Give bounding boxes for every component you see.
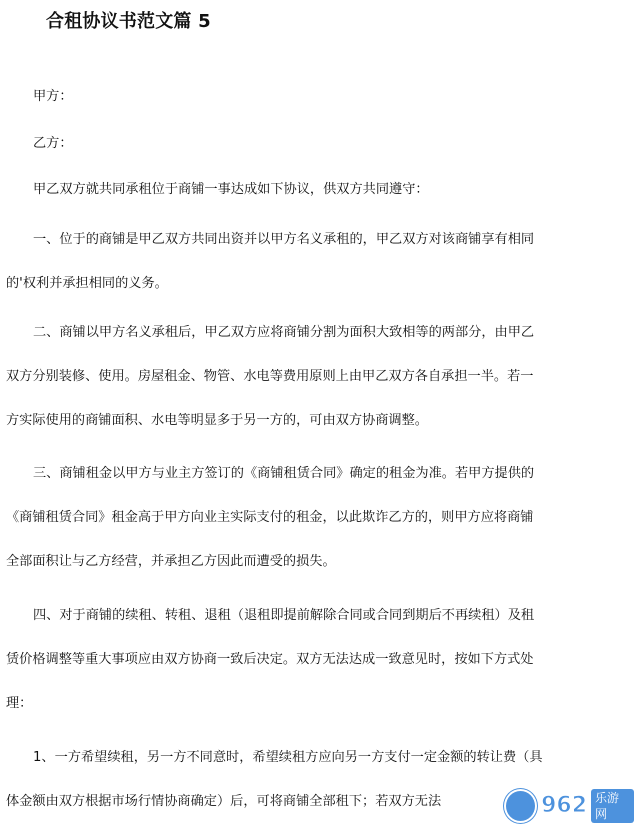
clause-4-1-line-2: 体金额由双方根据市场行情协商确定）后，可将商铺全部租下；若双方无法 [6,794,442,809]
clause-4-line-2: 赁价格调整等重大事项应由双方协商一致后决定。双方无法达成一致意见时，按如下方式处 [6,652,534,667]
document-title: 合租协议书范文篇 5 [46,11,211,32]
intro-line: 甲乙双方就共同承租位于商铺一事达成如下协议，供双方共同遵守： [33,182,429,197]
clause-4-1-line-1: 1、一方希望续租，另一方不同意时，希望续租方应向另一方支付一定金额的转让费（具 [33,750,543,765]
clause-2-line-1: 二、商铺以甲方名义承租后，甲乙双方应将商铺分割为面积大致相等的两部分，由甲乙 [33,325,535,340]
clause-1-paragraph [0,218,640,306]
clause-2-paragraph [0,311,640,443]
clause-1-line-2: 的'权利并承担相同的义务。 [6,276,168,291]
watermark-number: 962 [541,793,588,818]
party-b-label: 乙方： [33,136,73,151]
clause-4-line-3: 理： [6,696,33,711]
intro-paragraph [0,168,640,212]
site-watermark [504,788,634,824]
clause-3-paragraph [0,452,640,584]
clause-3-line-3: 全部面积让与乙方经营，并承担乙方因此而遭受的损失。 [6,554,336,569]
clause-2-line-2: 双方分别装修、使用。房屋租金、物管、水电等费用原则上由甲乙双方各自承担一半。若一 [6,369,534,384]
clause-3-line-2: 《商铺租赁合同》租金高于甲方向业主实际支付的租金，以此欺诈乙方的，则甲方应将商铺 [6,510,534,525]
party-a-paragraph [0,75,640,119]
watermark-logo-icon [504,789,537,823]
clause-1-line-1: 一、位于的商铺是甲乙双方共同出资并以甲方名义承租的，甲乙双方对该商铺享有相同 [33,232,535,247]
watermark-site-name: 乐游网 [591,789,634,823]
clause-4-paragraph [0,594,640,726]
clause-2-line-3: 方实际使用的商铺面积、水电等明显多于另一方的，可由双方协商调整。 [6,413,428,428]
clause-3-line-1: 三、商铺租金以甲方与业主方签订的《商铺租赁合同》确定的租金为准。若甲方提供的 [33,466,535,481]
party-b-paragraph [0,122,640,166]
party-a-label: 甲方： [33,89,73,104]
clause-4-line-1: 四、对于商铺的续租、转租、退租（退租即提前解除合同或合同到期后不再续租）及租 [33,608,535,623]
